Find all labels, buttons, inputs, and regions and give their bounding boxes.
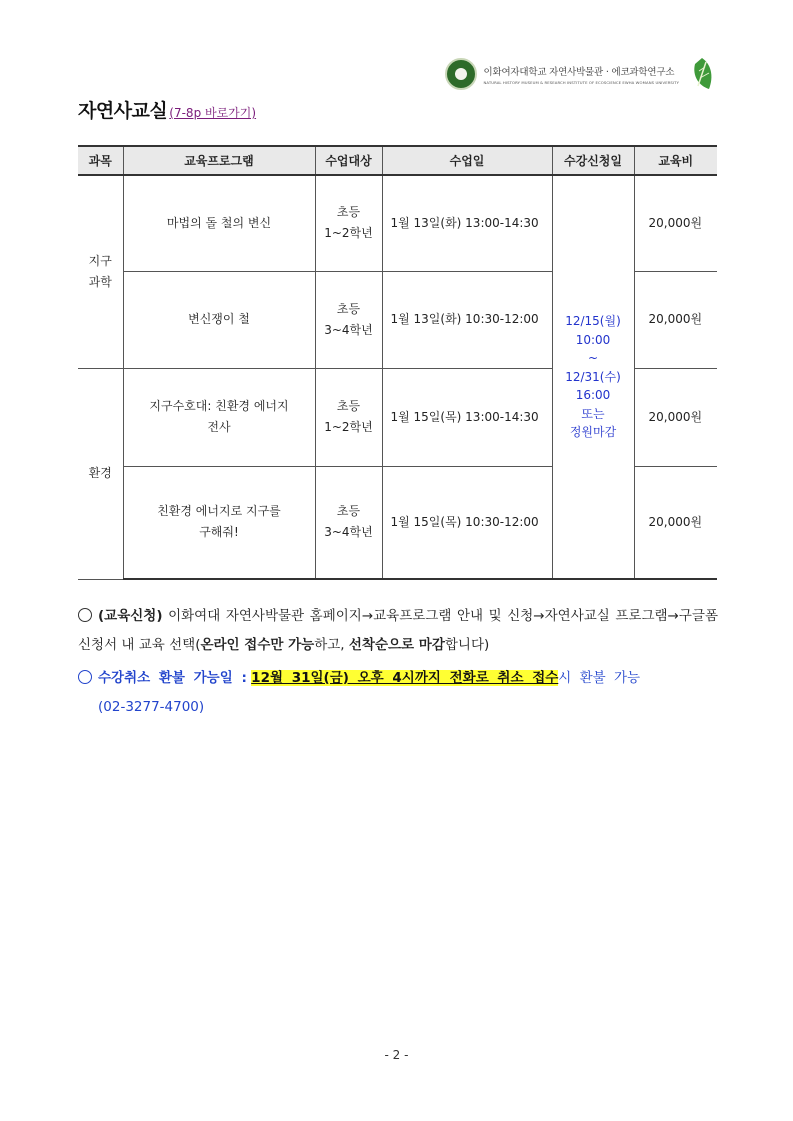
target-line: 1~2학년 <box>324 226 373 241</box>
first-come-text: 선착순으로 마감 <box>348 637 445 653</box>
target-line: 초등 <box>336 301 361 316</box>
program-line: 지구수호대: 친환경 에너지 <box>149 399 289 413</box>
fee-cell: 20,000원 <box>634 271 717 368</box>
goto-page-link[interactable]: (7-8p 바로가기) <box>169 106 257 120</box>
refund-text: 시 환불 가능 <box>558 670 641 686</box>
circle-bullet-icon <box>78 670 92 684</box>
program-schedule-table <box>78 145 717 580</box>
refund-label: 수강취소 환불 가능일 : <box>98 670 247 686</box>
application-note <box>78 602 718 660</box>
refund-deadline-highlight: 12월 31일(금) 오후 4시까지 전화로 취소 접수 <box>251 670 559 686</box>
target-cell <box>315 175 382 271</box>
fee-cell: 20,000원 <box>634 175 717 271</box>
section-title-row <box>78 96 256 123</box>
enrollment-line: 또는 <box>581 406 605 421</box>
class-date-cell: 1월 15일(목) 10:30-12:00 <box>382 466 552 579</box>
application-text-mid: 하고, <box>314 637 349 653</box>
institution-header <box>445 56 715 92</box>
fee-cell: 20,000원 <box>634 466 717 579</box>
subject-cell-environment <box>78 368 123 579</box>
target-line: 초등 <box>336 205 361 220</box>
target-line: 초등 <box>336 504 361 519</box>
section-title: 자연사교실 <box>78 100 168 122</box>
circle-bullet-icon <box>78 608 92 622</box>
target-cell <box>315 368 382 466</box>
program-cell <box>123 271 315 368</box>
program-line: 전사 <box>207 420 231 434</box>
target-line: 3~4학년 <box>324 525 373 540</box>
program-cell <box>123 368 315 466</box>
refund-phone: (02-3277-4700) <box>98 699 205 715</box>
column-header-date: 수업일 <box>382 146 552 175</box>
enrollment-line: 정원마감 <box>569 425 617 440</box>
eco-leaf-logo-icon <box>689 56 715 92</box>
table-header-row <box>78 146 717 175</box>
target-line: 초등 <box>336 399 361 413</box>
institution-name-en: NATURAL HISTORY MUSEUM & RESEARCH INSTITUTE OF ECOSCIENCE EWHA WOMANS UNIVERSITY <box>483 79 679 85</box>
application-text: 이화여대 자연사박물관 홈페이지→교육프로그램 안내 및 신청→자연사교실 프로그램→구글폼 신청서 내 교육 선택( <box>78 608 718 653</box>
enrollment-line: 12/31(수) <box>565 369 621 384</box>
program-line: 구해줘! <box>199 525 239 540</box>
enrollment-period-cell <box>552 175 634 579</box>
program-cell <box>123 175 315 271</box>
institution-name: 이화여자대학교 자연사박물관 · 에코과학연구소 <box>483 66 675 78</box>
class-date-cell: 1월 15일(목) 13:00-14:30 <box>382 368 552 466</box>
enrollment-line: 10:00 <box>575 332 611 347</box>
subject-line: 과학 <box>88 274 112 289</box>
subject-line: 지구 <box>88 253 112 268</box>
program-line: 친환경 에너지로 지구를 <box>157 504 281 519</box>
target-cell <box>315 466 382 579</box>
subject-line: 환경 <box>88 466 112 480</box>
institution-name-block <box>483 64 679 85</box>
column-header-target: 수업대상 <box>315 146 382 175</box>
application-label: (교육신청) <box>98 608 163 624</box>
application-text-end: 합니다) <box>444 637 490 653</box>
class-date-cell: 1월 13일(화) 10:30-12:00 <box>382 271 552 368</box>
fee-cell: 20,000원 <box>634 368 717 466</box>
column-header-fee: 교육비 <box>634 146 717 175</box>
subject-cell-earth-science <box>78 175 123 368</box>
column-header-subject: 과목 <box>78 146 123 175</box>
target-line: 3~4학년 <box>324 322 373 337</box>
table-row <box>78 175 717 271</box>
column-header-program: 교육프로그램 <box>123 146 315 175</box>
enrollment-line: ~ <box>587 351 599 366</box>
refund-note <box>78 664 718 722</box>
program-line: 마법의 돌 철의 변신 <box>166 215 272 230</box>
column-header-enrollment: 수강신청일 <box>552 146 634 175</box>
program-line: 변신쟁이 철 <box>188 312 250 326</box>
target-cell <box>315 271 382 368</box>
enrollment-line: 12/15(월) <box>565 314 621 329</box>
program-cell <box>123 466 315 579</box>
target-line: 1~2학년 <box>324 420 373 434</box>
page-number: - 2 - <box>384 1048 409 1062</box>
online-only-text: 온라인 접수만 가능 <box>200 637 315 653</box>
class-date-cell: 1월 13일(화) 13:00-14:30 <box>382 175 552 271</box>
university-seal-icon <box>445 58 477 90</box>
enrollment-line: 16:00 <box>575 388 611 403</box>
